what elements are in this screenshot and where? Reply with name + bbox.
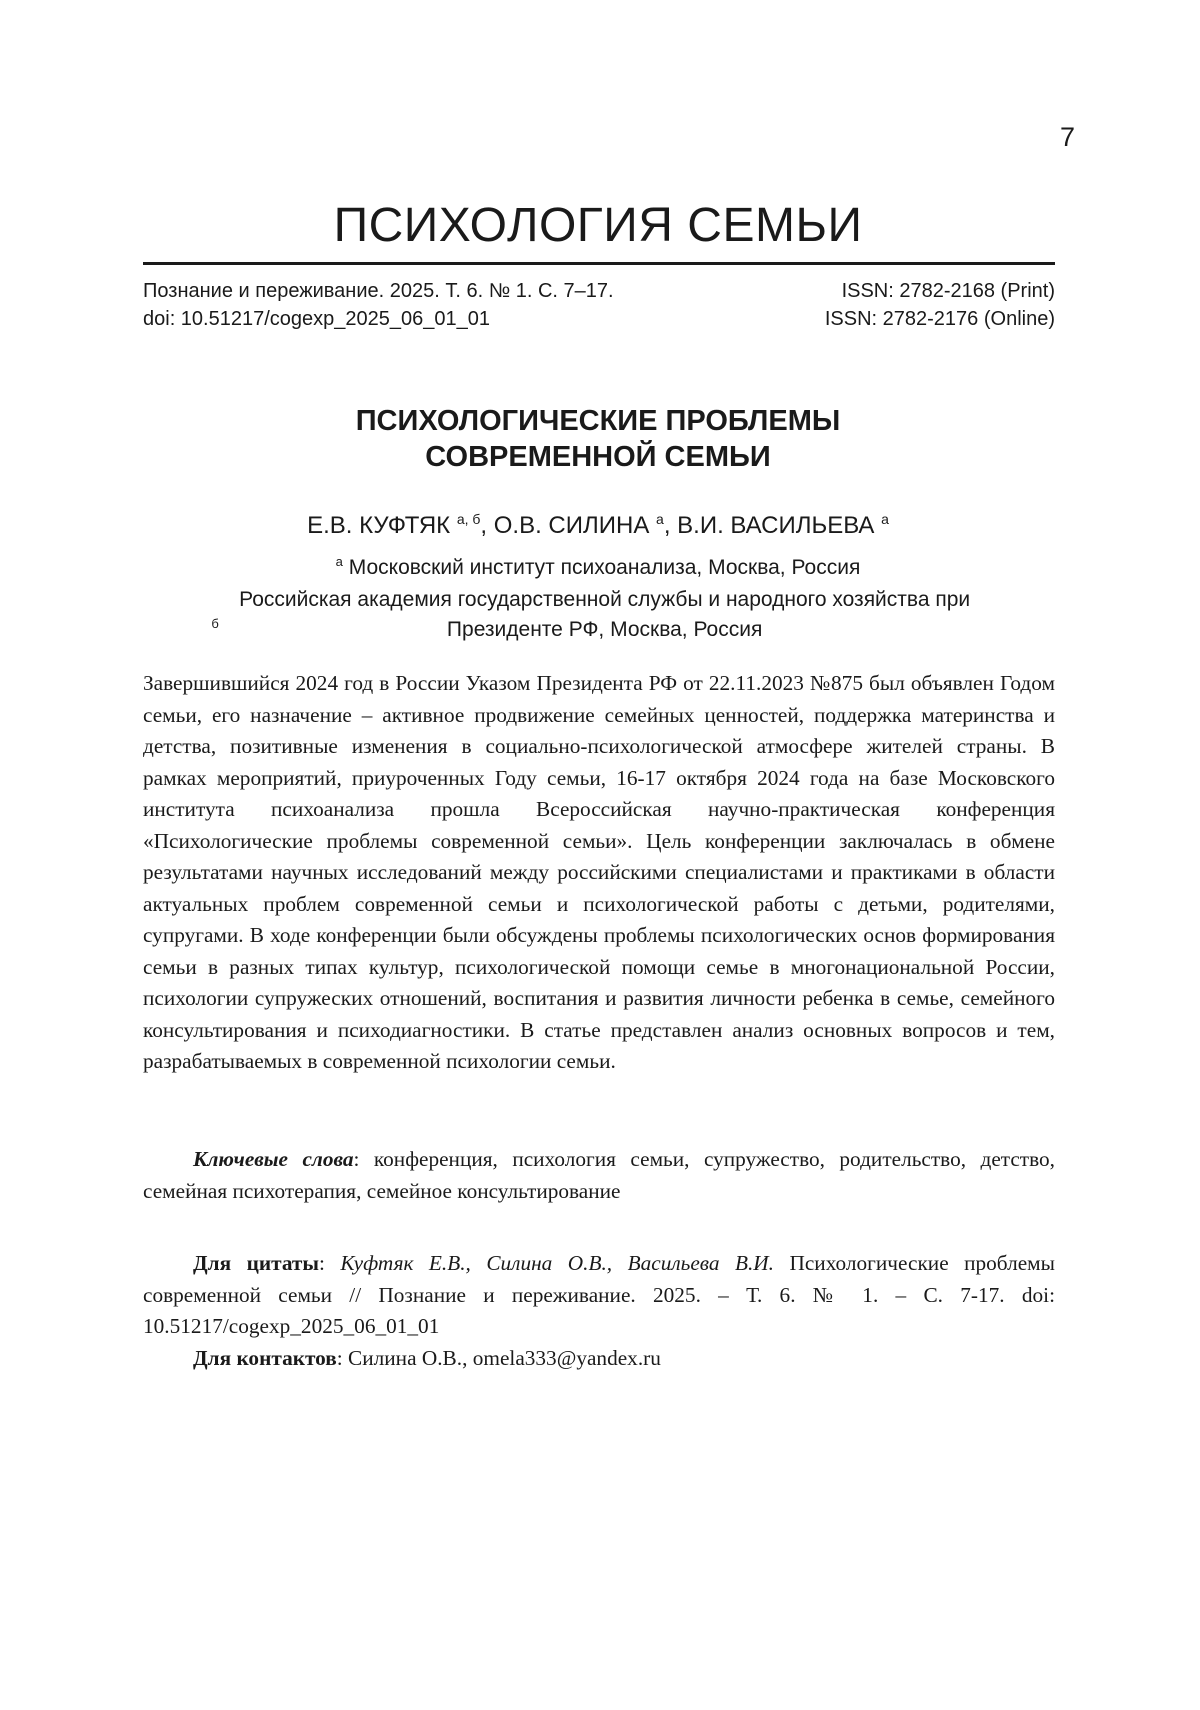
contacts: Для контактов: Силина О.В., omela333@yandex.ru	[193, 1346, 661, 1370]
section-title: ПСИХОЛОГИЯ СЕМЬИ	[333, 199, 863, 252]
header-rule	[143, 262, 1055, 265]
contacts-label: Для контактов	[193, 1346, 337, 1370]
affiliation-2	[143, 585, 1053, 645]
article-title	[143, 403, 1053, 475]
affiliation-text: Московский институт психоанализа, Москва, Россия	[348, 556, 861, 579]
author-affiliation-mark: а, б	[456, 511, 481, 527]
citation-authors: Куфтяк Е.В., Силина О.В., Васильева В.И.	[340, 1251, 775, 1275]
affiliation-mark: б	[211, 616, 219, 631]
keywords-label: Ключевые слова	[193, 1147, 354, 1171]
author-separator: ,	[480, 512, 494, 539]
citation: Для цитаты: Куфтяк Е.В., Силина О.В., Васильева В.И. Психологические проблемы современной семьи // Познание и переживание. 2025. – Т. 6. № 1. – С. 7-17. doi: 10.51217/cogexp_2025_06_01_01	[143, 1251, 1055, 1338]
contacts-text: Силина О.В., omela333@yandex.ru	[348, 1346, 661, 1370]
page-number: 7	[1059, 122, 1075, 152]
issn-print: ISSN: 2782-2168 (Print)	[841, 280, 1055, 302]
header-row-1	[143, 277, 1055, 305]
author-name: О.В. СИЛИНА	[493, 512, 650, 539]
article-title-line-1: ПСИХОЛОГИЧЕСКИЕ ПРОБЛЕМЫ	[355, 405, 841, 437]
issn-online: ISSN: 2782-2176 (Online)	[824, 308, 1055, 330]
author-name: Е.В. КУФТЯК	[307, 512, 451, 539]
journal-citation: Познание и переживание. 2025. Т. 6. № 1. С. 7–17.	[143, 280, 614, 302]
citation-text: Психологические проблемы современной семьи // Познание и переживание. 2025. – Т. 6. № 1. – С. 7-17. doi: 10.51217/cogexp_2025_06_01_01	[143, 1251, 1055, 1338]
keywords-text: конференция, психология семьи, супружество, родительство, детство, семейная психотерапия, семейное консультирование	[143, 1147, 1055, 1203]
affiliation-text: Российская академия государственной службы и народного хозяйства при Президенте РФ, Москва, Россия	[239, 588, 971, 641]
author-affiliation-mark: а	[656, 511, 664, 527]
affiliation-1	[143, 553, 1053, 583]
author-name: В.И. ВАСИЛЬЕВА	[677, 512, 875, 539]
author-affiliation-mark: а	[881, 511, 889, 527]
doi: doi: 10.51217/cogexp_2025_06_01_01	[143, 308, 490, 330]
keywords: Ключевые слова: конференция, психология семьи, супружество, родительство, детство, семейная психотерапия, семейное консультирование	[143, 1147, 1055, 1203]
affiliation-mark: а	[335, 554, 343, 569]
header-row-2	[143, 305, 1055, 333]
citation-label: Для цитаты	[193, 1251, 320, 1275]
abstract: Завершившийся 2024 год в России Указом Президента РФ от 22.11.2023 №875 был объявлен Годом семьи, его назначение – активное продвижение семейных ценностей, поддержка материнства и детства, позитивные изменения в социально-психологической атмосфере жителей страны. В рамках мероприятий, приуроченных Году семьи, 16-17 октября 2024 года на базе Московского института психоанализа прошла Всероссийская научно-практическая конференция «Психологические проблемы современной семьи». Цель конференции заключалась в обмене результатами научных исследований между российскими специалистами и практиками в области актуальных проблем современной семьи и психологической работы с детьми, родителями, супругами. В ходе конференции были обсуждены проблемы психологических основ формирования семьи в разных типах культур, психологической помощи семье в многонациональной России, психологии супружеских отношений, воспитания и развития личности ребенка в семье, семейного консультирования и психодиагностики. В статье представлен анализ основных вопросов и тем, разрабатываемых в современной психологии семьи.	[143, 671, 1055, 1073]
author-separator: ,	[663, 512, 678, 539]
authors	[143, 511, 1053, 541]
article-title-line-2: СОВРЕМЕННОЙ СЕМЬИ	[425, 441, 771, 473]
